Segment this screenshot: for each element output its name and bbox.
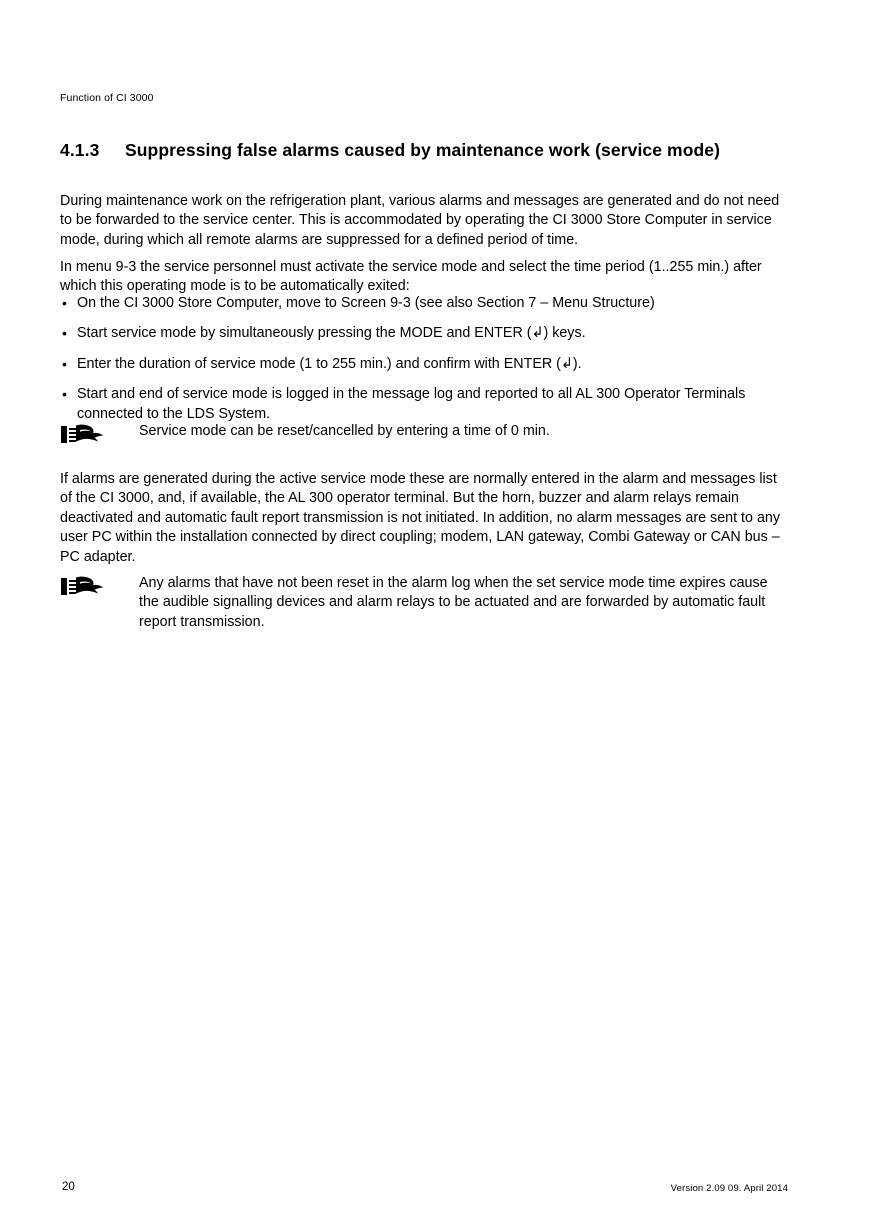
- section-heading: [60, 140, 820, 161]
- list-item: • On the CI 3000 Store Computer, move to Screen 9-3 (see also Section 7 – Menu Structure): [60, 294, 800, 313]
- list-item: • Start and end of service mode is logged in the message log and reported to all AL 300 Operator Terminals connected to the LDS System.: [60, 385, 800, 424]
- list-item: • Start service mode by simultaneously pressing the MODE and ENTER (↲) keys.: [60, 324, 800, 343]
- paragraph-intro: During maintenance work on the refrigeration plant, various alarms and messages are generated and do not need to be forwarded to the service center. This is accommodated by operating the CI 3000 Store Computer in service mode, during which all remote alarms are suppressed for a defined period of time.: [60, 193, 780, 248]
- section-title: Suppressing false alarms caused by maintenance work (service mode): [125, 140, 721, 160]
- running-head: Function of CI 3000: [60, 92, 154, 104]
- note-text: Any alarms that have not been reset in the alarm log when the set service mode time expires cause the audible signalling devices and alarm relays to be actuated and are forwarded by automatic fault report transmission.: [139, 575, 768, 630]
- page-number: 20: [62, 1181, 75, 1193]
- bullet-list: [60, 294, 800, 424]
- section-number: 4.1.3: [60, 140, 100, 160]
- footer-version: Version 2.09 09. April 2014: [670, 1183, 788, 1194]
- paragraph-active-mode: If alarms are generated during the active service mode these are normally entered in the alarm and messages list of the CI 3000, and, if available, the AL 300 operator terminal. But the horn, buzzer and alarm relays remain deactivated and automatic fault report transmission is not initiated. In addition, no alarm messages are sent to any user PC within the installation connected by direct coupling; modem, LAN gateway, Combi Gateway or CAN bus – PC adapter.: [60, 471, 781, 565]
- list-item: • Enter the duration of service mode (1 to 255 min.) and confirm with ENTER (↲).: [60, 355, 800, 374]
- paragraph-menu: In menu 9-3 the service personnel must activate the service mode and select the time period (1..255 min.) after which this operating mode is to be automatically exited:: [60, 259, 762, 295]
- note-text: Service mode can be reset/cancelled by entering a time of 0 min.: [139, 423, 550, 439]
- pointing-hand-icon: [60, 574, 108, 600]
- pointing-hand-icon: [60, 422, 108, 448]
